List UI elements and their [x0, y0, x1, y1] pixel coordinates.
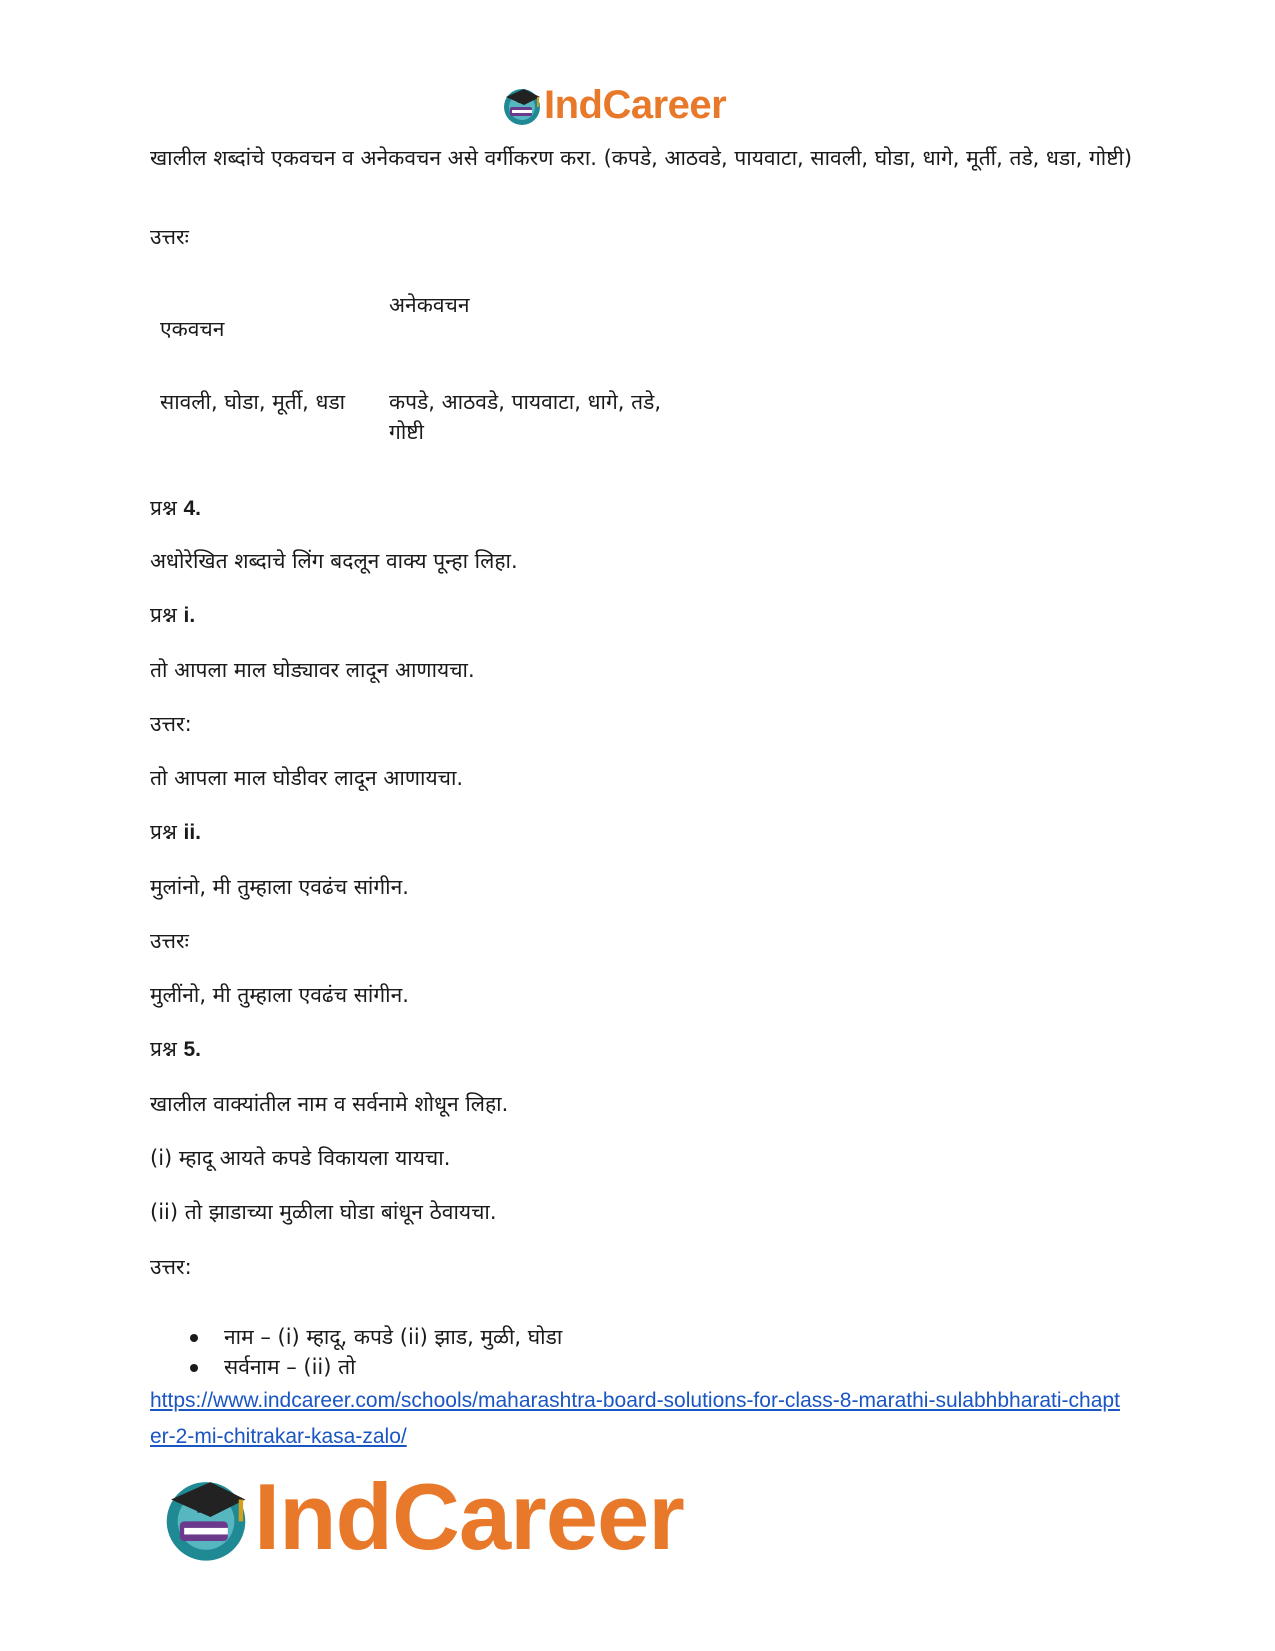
row-plural: कपडे, आठवडे, पायवाटा, धागे, तडे, गोष्टी	[389, 390, 662, 444]
q4-sub2-answer: मुलींनो, मी तुम्हाला एवढंच सांगीन.	[150, 983, 409, 1007]
logo-text: IndCareer	[254, 1464, 684, 1569]
q4-sub2-answer-label: उत्तरः	[150, 929, 189, 953]
q4-instruction: अधोरेखित शब्दाचे लिंग बदलून वाक्य पून्हा लिहा.	[150, 549, 518, 573]
q5-answer-list	[150, 1322, 562, 1382]
source-link[interactable]: https://www.indcareer.com/schools/maharashtra-board-solutions-for-class-8-marathi-sulabhbharati-chapter-2-mi-chitrakar-kasa-zalo/	[150, 1389, 1120, 1448]
question-intro: खालील शब्दांचे एकवचन व अनेकवचन असे वर्गीकरण करा. (कपडे, आठवडे, पायवाटा, सावली, घोडा, धागे, मूर्ती, तडे, धडा, गोष्टी)	[150, 146, 1133, 170]
q5-instruction: खालील वाक्यांतील नाम व सर्वनामे शोधून लिहा.	[150, 1092, 509, 1116]
header-singular: एकवचन	[160, 317, 225, 341]
q4-sub2-number: ii.	[183, 821, 201, 844]
list-item-text: सर्वनाम – (ii) तो	[224, 1355, 356, 1379]
q4-sub1-sentence: तो आपला माल घोड्यावर लादून आणायचा.	[150, 658, 475, 682]
q5-label-number: 5.	[183, 1038, 201, 1061]
q4-sub2-label	[150, 817, 201, 848]
q5-line2: (ii) तो झाडाच्या मुळीला घोडा बांधून ठेवायचा.	[150, 1200, 497, 1224]
footer-logo	[158, 1462, 684, 1572]
bullet-icon	[190, 1364, 198, 1372]
list-item	[150, 1352, 562, 1382]
header-logo	[500, 80, 726, 130]
q4-sub2-sentence: मुलांनो, मी तुम्हाला एवढंच सांगीन.	[150, 875, 409, 899]
graduation-cap-globe-icon	[158, 1469, 254, 1565]
q4-label	[150, 493, 201, 524]
answer-label-1: उत्तरः	[150, 225, 189, 249]
q5-label	[150, 1034, 201, 1065]
q4-sub2-prefix: प्रश्न	[150, 820, 177, 844]
question-intro-block	[150, 143, 1140, 173]
q4-label-prefix: प्रश्न	[150, 496, 177, 520]
q4-sub1-prefix: प्रश्न	[150, 603, 177, 627]
q4-sub1-answer-label: उत्तर:	[150, 712, 192, 736]
row-singular: सावली, घोडा, मूर्ती, धडा	[160, 390, 346, 414]
header-plural: अनेकवचन	[389, 293, 470, 317]
q5-label-prefix: प्रश्न	[150, 1037, 177, 1061]
logo-text: IndCareer	[544, 82, 727, 127]
q4-sub1-number: i.	[183, 604, 196, 627]
list-item-text: नाम – (i) म्हादू, कपडे (ii) झाड, मुळी, घोडा	[224, 1325, 563, 1349]
q5-line1: (i) म्हादू आयते कपडे विकायला यायचा.	[150, 1146, 451, 1170]
graduation-cap-globe-icon	[500, 83, 544, 127]
list-item	[150, 1322, 562, 1352]
q4-label-number: 4.	[183, 497, 201, 520]
q4-sub1-answer: तो आपला माल घोडीवर लादून आणायचा.	[150, 766, 464, 790]
q5-answer-label: उत्तर:	[150, 1255, 192, 1279]
q4-sub1-label	[150, 600, 195, 631]
bullet-icon	[190, 1334, 198, 1342]
